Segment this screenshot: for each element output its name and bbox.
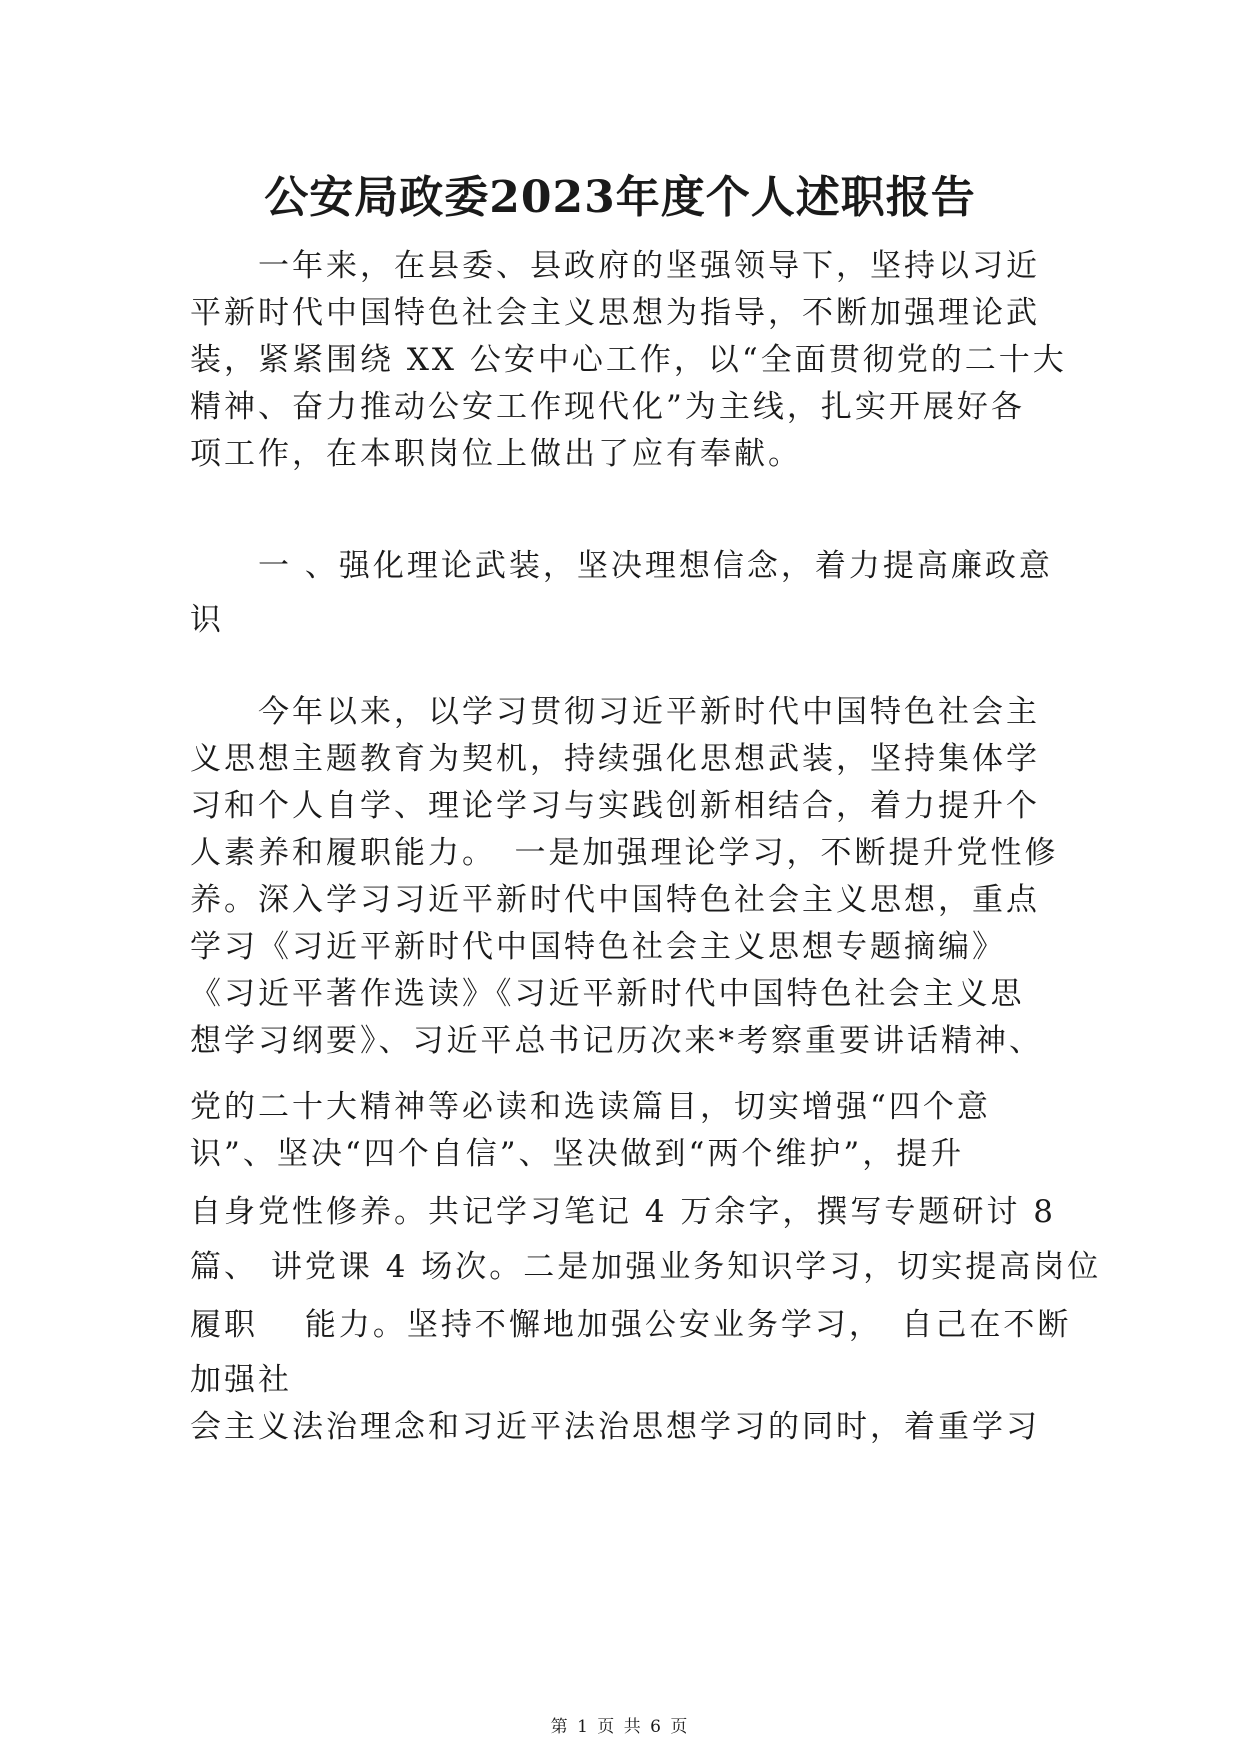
body-line: 加强社: [190, 1362, 292, 1398]
body-line: 识”、坚决“四个自信”、坚决做到“两个维护”，提升: [190, 1136, 965, 1172]
section-heading: 一 、强化理论武装，坚决理想信念，着力提高廉政意: [190, 548, 1053, 584]
document-title: 公安局政委2023年度个人述职报告: [264, 172, 976, 223]
body-line: 自身党性修养。共记学习笔记 4 万余字，撰写专题研讨 8: [190, 1194, 1057, 1230]
body-line: 平新时代中国特色社会主义思想为指导，不断加强理论武: [190, 295, 1040, 331]
body-line: 项工作，在本职岗位上做出了应有奉献。: [190, 436, 802, 472]
body-line: 学习《习近平新时代中国特色社会主义思想专题摘编》: [190, 929, 1006, 965]
body-line: 养。深入学习习近平新时代中国特色社会主义思想，重点: [190, 882, 1040, 918]
body-line: 装，紧紧围绕 XX 公安中心工作，以“全面贯彻党的二十大: [190, 342, 1067, 378]
body-line: 习和个人自学、理论学习与实践创新相结合，着力提升个: [190, 788, 1040, 824]
body-line: 篇、 讲党课 4 场次。二是加强业务知识学习，切实提高岗位: [190, 1249, 1102, 1285]
body-line: 想学习纲要》、习近平总书记历次来*考察重要讲话精神、: [190, 1023, 1043, 1059]
body-line: 义思想主题教育为契机，持续强化思想武装，坚持集体学: [190, 741, 1040, 777]
body-line: 一年来，在县委、县政府的坚强领导下，坚持以习近: [190, 248, 1040, 284]
body-line: 会主义法治理念和习近平法治思想学习的同时，着重学习: [190, 1409, 1040, 1445]
body-line: 今年以来，以学习贯彻习近平新时代中国特色社会主: [190, 694, 1040, 730]
body-line: 履职 能力。坚持不懈地加强公安业务学习， 自己在不断: [190, 1307, 1072, 1343]
body-line: 精神、奋力推动公安工作现代化”为主线，扎实开展好各: [190, 389, 1025, 425]
body-line: 党的二十大精神等必读和选读篇目，切实增强“四个意: [190, 1089, 991, 1125]
page-number: 第 1 页 共 6 页: [550, 1717, 690, 1737]
body-line: 人素养和履职能力。 一是加强理论学习，不断提升党性修: [190, 835, 1059, 871]
section-heading: 识: [190, 602, 224, 638]
body-line: 《习近平著作选读》《习近平新时代中国特色社会主义思: [190, 976, 1025, 1012]
